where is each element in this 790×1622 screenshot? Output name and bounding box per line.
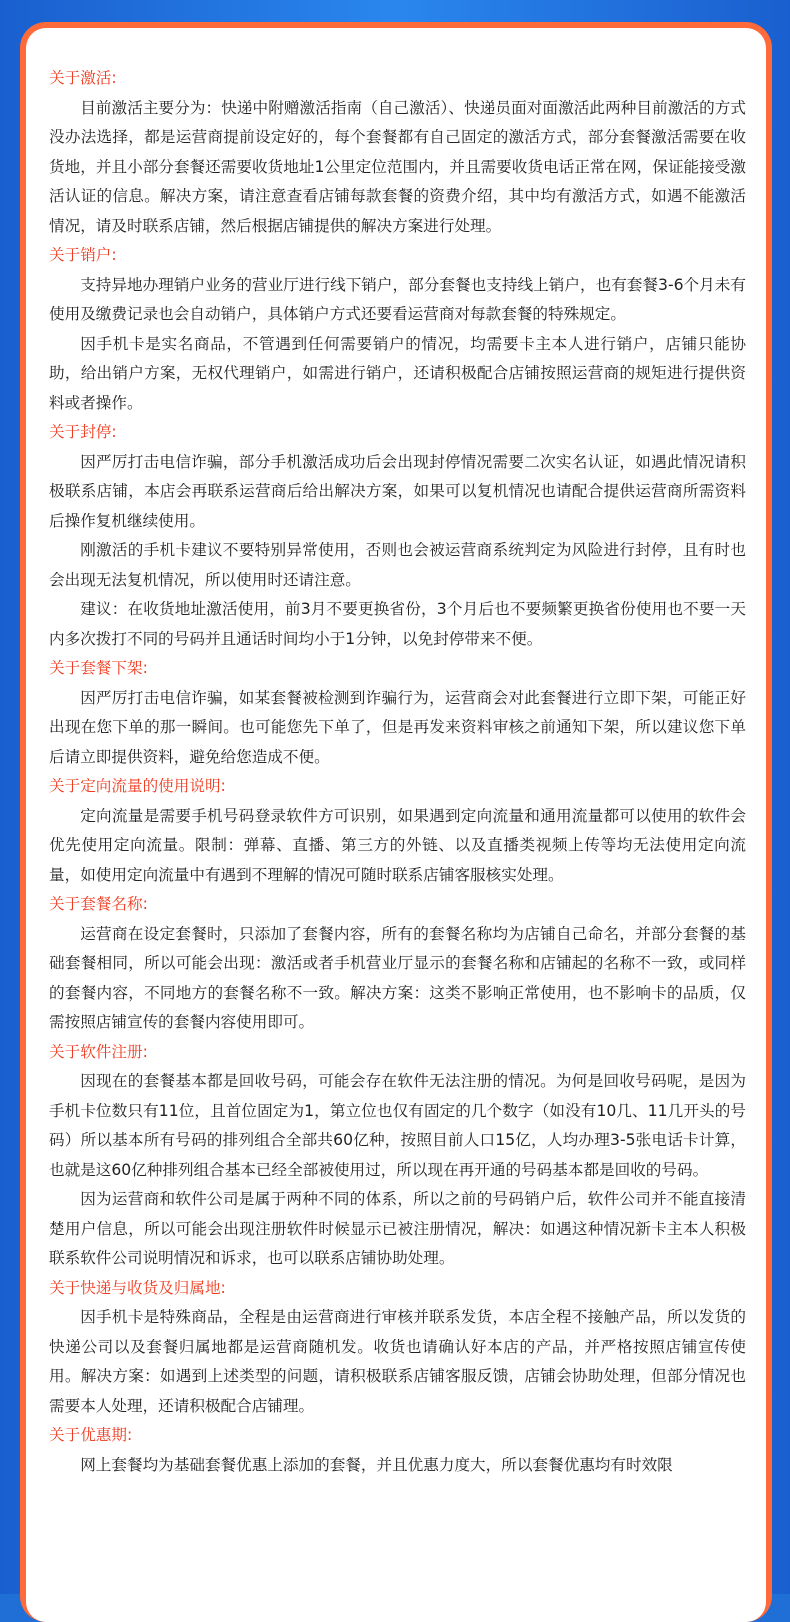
section-title: 关于封停: <box>49 423 117 441</box>
section-paragraph: 因为运营商和软件公司是属于两种不同的体系，所以之前的号码销户后，软件公司并不能直接清楚用户信息，所以可能会出现注册软件时候显示已被注册情况，解决：如遇这种情况新卡主本人积极联系软件公司说明情况和诉求，也可以联系店铺协助处理。 <box>49 1190 746 1267</box>
section-paragraph: 网上套餐均为基础套餐优惠上添加的套餐，并且优惠力度大，所以套餐优惠均有时效限 <box>80 1455 673 1474</box>
section-paragraph: 因严厉打击电信诈骗，部分手机激活成功后会出现封停情况需要二次实名认证，如遇此情况请积极联系店铺，本店会再联系运营商后给出解决方案，如果可以复机情况也请配合提供运营商所需资料后操作复机继续使用。 <box>49 452 746 530</box>
section-title: 关于优惠期: <box>49 1426 133 1444</box>
section-title: 关于定向流量的使用说明: <box>49 777 226 795</box>
section-paragraph: 刚激活的手机卡建议不要特别异常使用，否则也会被运营商系统判定为风险进行封停，且有时也会出现无法复机情况，所以使用时还请注意。 <box>49 541 746 589</box>
section-title: 关于软件注册: <box>49 1042 148 1061</box>
section-paragraph: 因手机卡是特殊商品，全程是由运营商进行审核并联系发货，本店全程不接触产品，所以发货的快递公司以及套餐归属地都是运营商随机发。收货也请确认好本店的产品，并严格按照店铺宣传使用。解决方案：如遇到上述类型的问题，请积极联系店铺客服反馈，店铺会协助处理，但部分情况也需要本人处理，还请积极配合店铺理。 <box>49 1308 746 1415</box>
section-title: 关于套餐名称: <box>49 895 148 913</box>
section-title: 关于套餐下架: <box>49 659 148 677</box>
section-title: 关于激活: <box>49 69 117 87</box>
section-paragraph: 建议：在收货地址激活使用，前3月不要更换省份，3个月后也不要频繁更换省份使用也不要一天内多次拨打不同的号码并且通话时间均小于1分钟，以免封停带来不便。 <box>49 600 746 648</box>
section-paragraph: 因手机卡是实名商品，不管遇到任何需要销户的情况，均需要卡主本人进行销户，店铺只能协助，给出销户方案，无权代理销户，如需进行销户，还请积极配合店铺按照运营商的规矩进行提供资料或者操作。 <box>49 334 746 412</box>
info-card <box>20 22 772 1622</box>
section-paragraph: 运营商在设定套餐时，只添加了套餐内容，所有的套餐名称均为店铺自己命名，并部分套餐的基础套餐相同，所以可能会出现：激活或者手机营业厅显示的套餐名称和店铺起的名称不一致，或同样的套餐内容，不同地方的套餐名称不一致。解决方案：这类不影响正常使用，也不影响卡的品质，仅需按照店铺宣传的套餐内容使用即可。 <box>49 924 746 1031</box>
section-title: 关于销户: <box>49 246 117 264</box>
section-paragraph: 目前激活主要分为：快递中附赠激活指南（自己激活）、快递员面对面激活此两种目前激活的方式没办法选择，都是运营商提前设定好的，每个套餐都有自己固定的激活方式，部分套餐激活需要在收货地，并且小部分套餐还需要收货地址1公里定位范围内，并且需要收货电话正常在网，保证能接受激活认证的信息。解决方案，请注意查看店铺每款套餐的资费介绍，其中均有激活方式，如遇不能激活情况，请及时联系店铺，然后根据店铺提供的解决方案进行处理。 <box>49 98 746 235</box>
section-paragraph: 因严厉打击电信诈骗，如某套餐被检测到诈骗行为，运营商会对此套餐进行立即下架，可能正好出现在您下单的那一瞬间。也可能您先下单了，但是再发来资料审核之前通知下架，所以建议您下单后请立即提供资料，避免给您造成不便。 <box>49 688 746 766</box>
card-content <box>26 28 766 1622</box>
section-paragraph: 定向流量是需要手机号码登录软件方可识别，如果遇到定向流量和通用流量都可以使用的软件会优先使用定向流量。限制：弹幕、直播、第三方的外链、以及直播类视频上传等均无法使用定向流量，如使用定向流量中有遇到不理解的情况可随时联系店铺客服核实处理。 <box>49 806 746 884</box>
section-paragraph: 支持异地办理销户业务的营业厅进行线下销户，部分套餐也支持线上销户，也有套餐3-6个月未有使用及缴费记录也会自动销户，具体销户方式还要看运营商对每款套餐的特殊规定。 <box>49 275 746 323</box>
section-paragraph: 因现在的套餐基本都是回收号码，可能会存在软件无法注册的情况。为何是回收号码呢，是因为手机卡位数只有11位，且首位固定为1，第立位也仅有固定的几个数字（如没有10几、11几开头的号码）所以基本所有号码的排列组合全部共60亿种，按照目前人口15亿，人均办理3-5张电话卡计算，也就是这60亿种排列组合基本已经全部被使用过，所以现在再开通的号码基本都是回收的号码。 <box>49 1072 746 1179</box>
section-title: 关于快递与收货及归属地: <box>49 1278 226 1297</box>
